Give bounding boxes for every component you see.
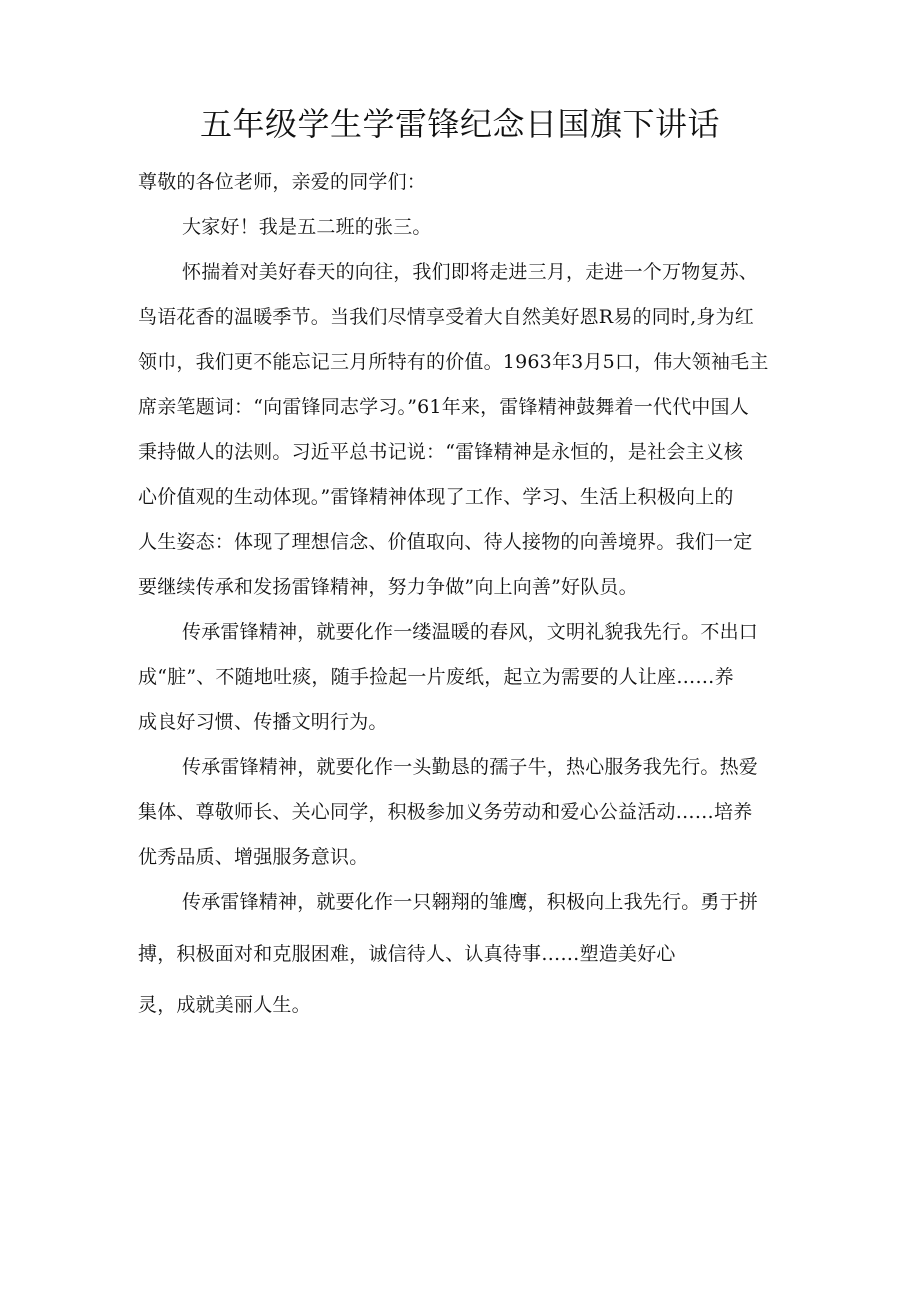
paragraph-3-line-1: 传承雷锋精神，就要化作一头勤恳的孺子牛，热心服务我先行。热爱 (182, 756, 759, 778)
paragraph-1-line-1: 怀揣着对美好春天的向往，我们即将走进三月，走进一个万物复苏、 (182, 261, 759, 283)
paragraph-4-line-1: 传承雷锋精神，就要化作一只翱翔的雏鹰，积极向上我先行。勇于拼 (182, 891, 759, 913)
paragraph-3-line-2: 集体、尊敬师长、关心同学，积极参加义务劳动和爱心公益活动……培养 (138, 801, 753, 823)
paragraph-1-line-5: 秉持做人的法则。习近平总书记说：“雷锋精神是永恒的，是社会主义核 (138, 441, 744, 463)
paragraph-1-line-4: 席亲笔题词：“向雷锋同志学习。”61年来，雷锋精神鼓舞着一代代中国人 (138, 396, 749, 418)
greeting-line: 大家好！我是五二班的张三。 (182, 216, 432, 238)
paragraph-3-line-3: 优秀品质、增强服务意识。 (138, 846, 369, 868)
paragraph-1-line-7: 人生姿态：体现了理想信念、价值取向、待人接物的向善境界。我们一定 (138, 531, 753, 553)
salutation-line: 尊敬的各位老师，亲爱的同学们： (138, 171, 427, 193)
document-title: 五年级学生学雷锋纪念日国旗下讲话 (199, 105, 720, 143)
paragraph-2-line-2: 成“脏”、不随地吐痰，随手捡起一片废纸，起立为需要的人让座……养 (138, 666, 734, 688)
paragraph-1-line-6: 心价值观的生动体现。”雷锋精神体现了工作、学习、生活上积极向上的 (138, 486, 734, 508)
paragraph-1-line-8: 要继续传承和发扬雷锋精神，努力争做”向上向善”好队员。 (138, 576, 638, 598)
paragraph-2-line-3: 成良好习惯、传播文明行为。 (138, 711, 388, 733)
paragraph-4-line-3: 灵，成就美丽人生。 (138, 994, 311, 1016)
paragraph-1-line-3: 领巾，我们更不能忘记三月所特有的价值。1963年3月5口，伟大领袖毛主 (138, 351, 769, 373)
paragraph-1-line-2: 鸟语花香的温暖季节。当我们尽情享受着大自然美好恩R易的同时,身为红 (138, 306, 754, 328)
speech-body (138, 160, 790, 1028)
paragraph-2-line-1: 传承雷锋精神，就要化作一缕温暖的春风，文明礼貌我先行。不出口 (182, 621, 759, 643)
paragraph-4-line-2: 搏，积极面对和克服困难，诚信待人、认真待事……塑造美好心 (138, 943, 676, 965)
